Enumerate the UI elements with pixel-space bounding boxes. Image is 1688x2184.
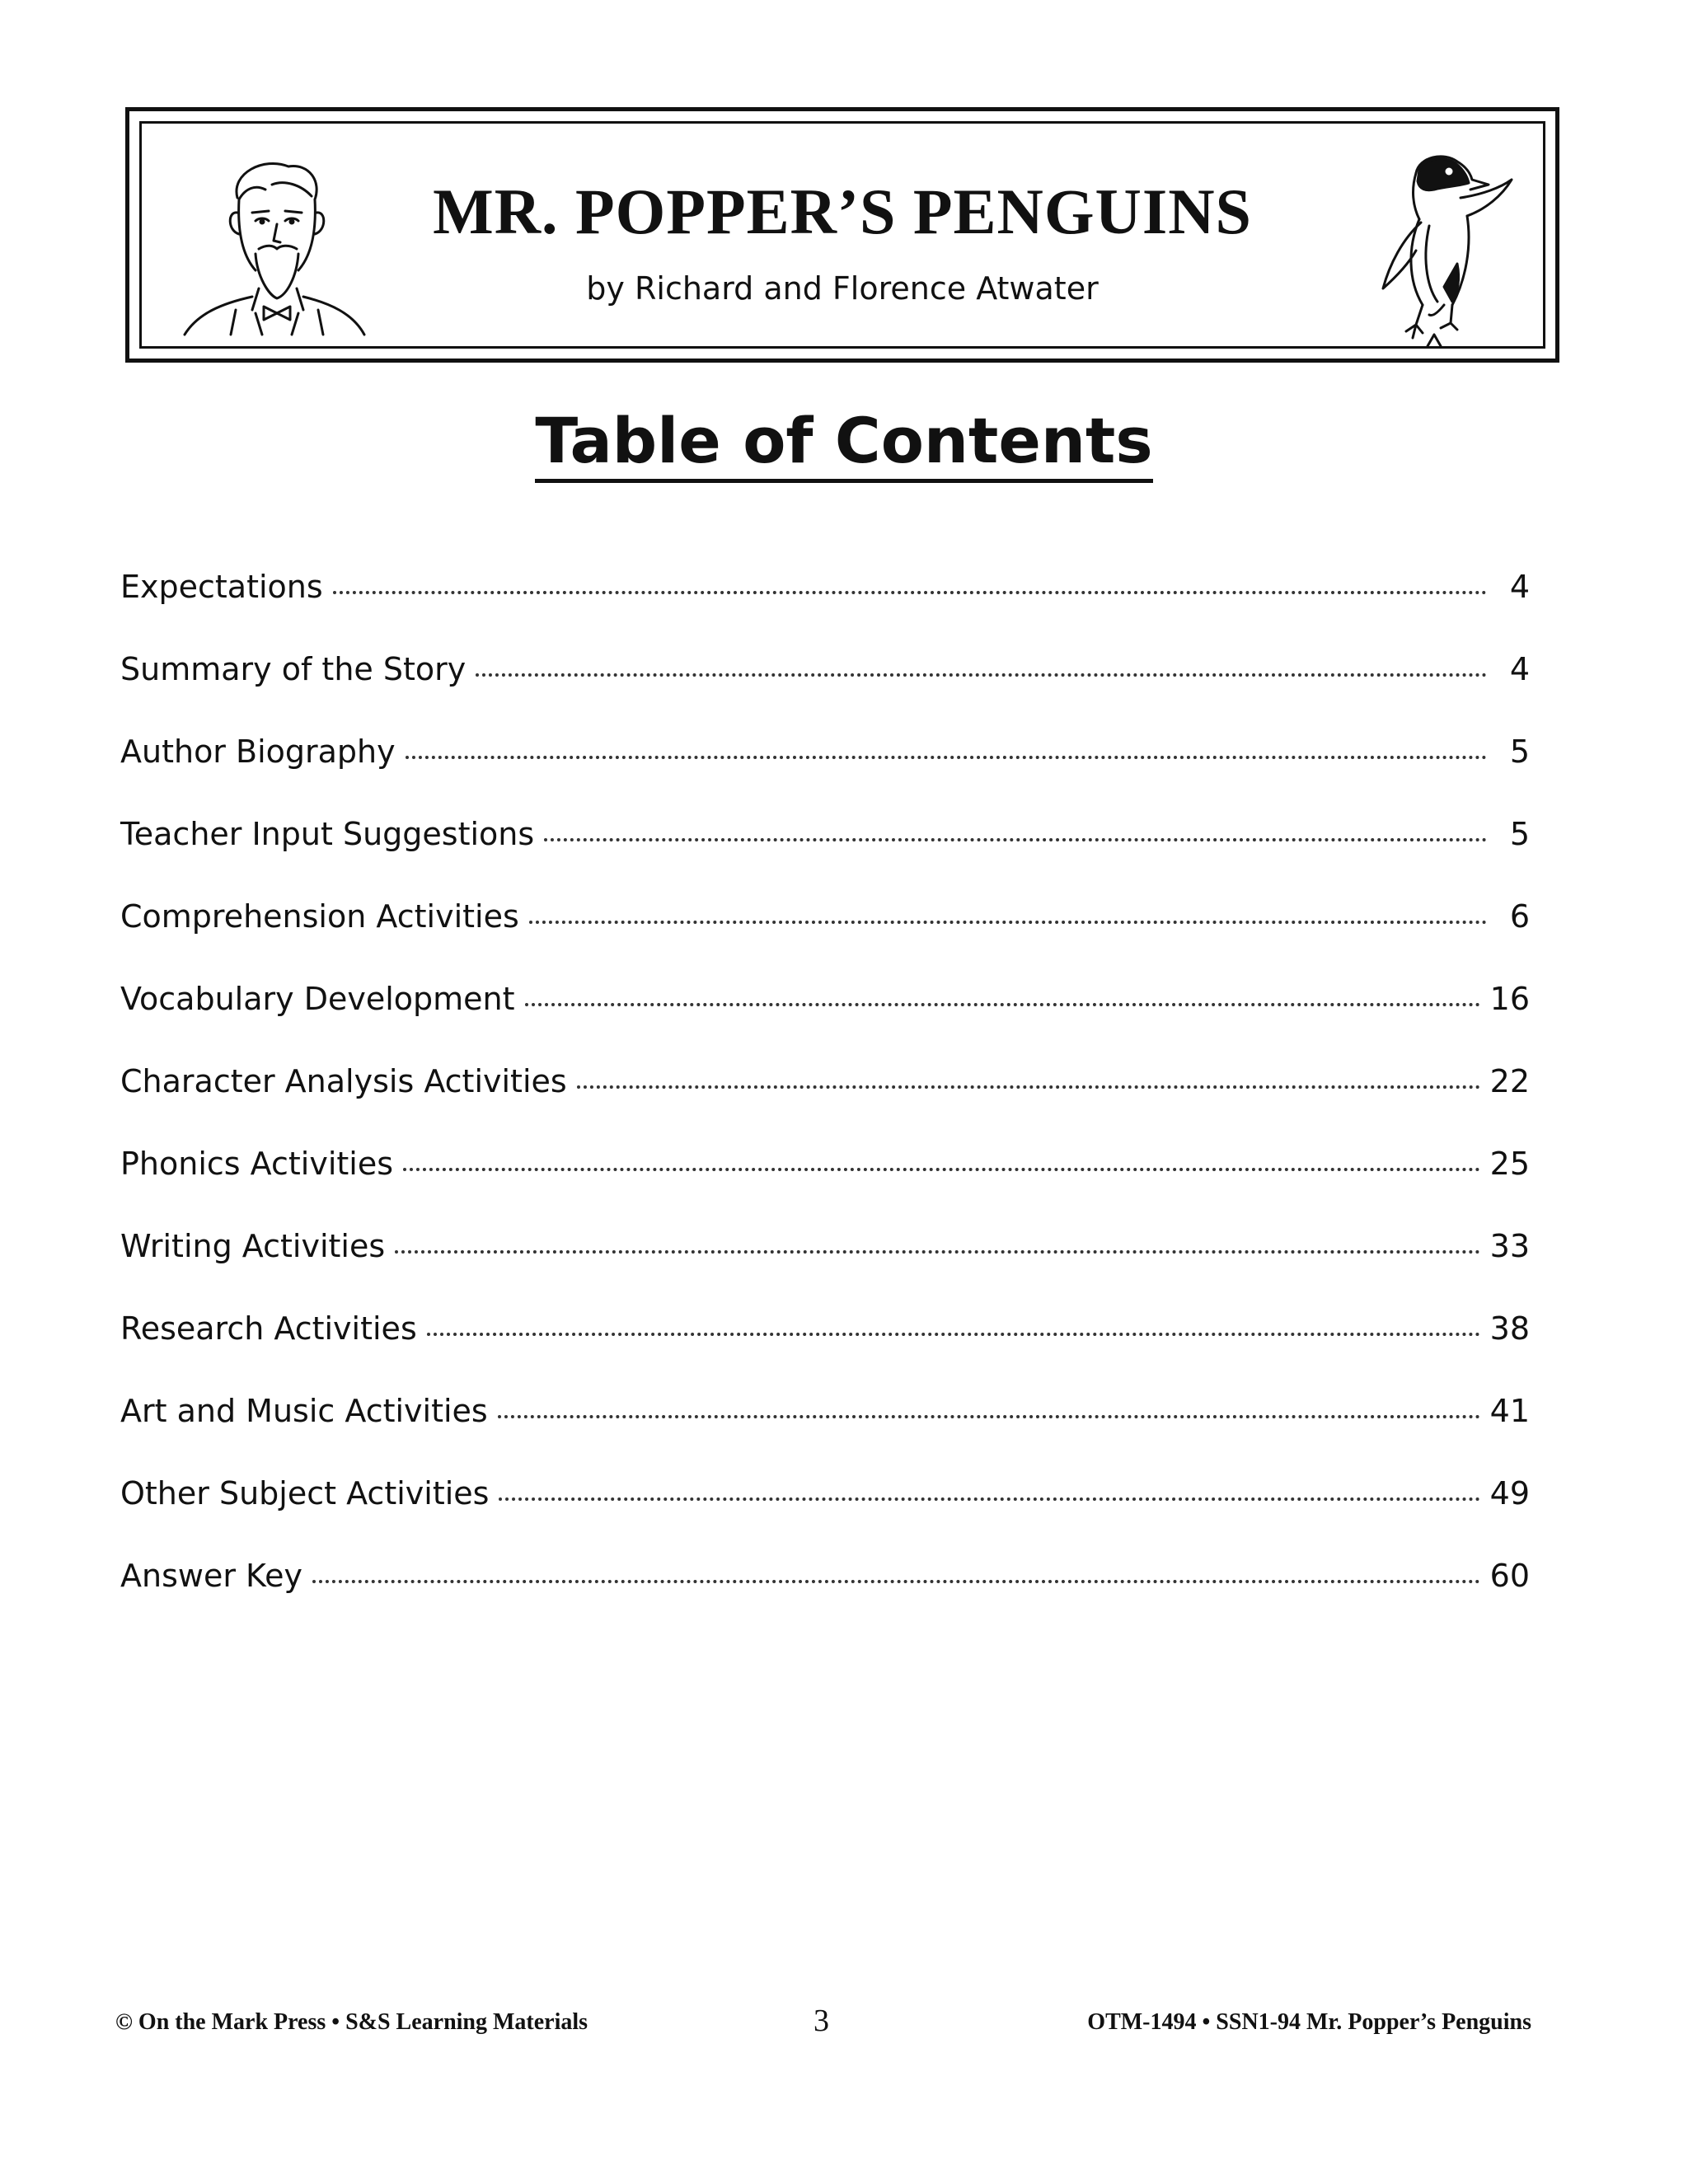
toc-dot-leader	[544, 838, 1487, 841]
toc-entry-page: 49	[1489, 1475, 1530, 1511]
book-authors: by Richard and Florence Atwater	[586, 270, 1099, 307]
toc-dot-leader	[498, 1415, 1480, 1418]
toc-entry-page: 41	[1489, 1393, 1530, 1429]
toc-entry-label: Teacher Input Suggestions	[120, 816, 535, 852]
toc-entry-label: Answer Key	[120, 1558, 302, 1594]
toc-entry-label: Author Biography	[120, 733, 396, 770]
toc-entry-phonics-activities	[120, 1146, 1530, 1228]
title-banner	[125, 107, 1559, 363]
toc-entry-label: Vocabulary Development	[120, 981, 515, 1017]
toc-entry-character-analysis-activities	[120, 1063, 1530, 1146]
toc-entry-label: Expectations	[120, 569, 323, 605]
toc-entry-art-and-music-activities	[120, 1393, 1530, 1475]
toc-entry-label: Summary of the Story	[120, 651, 467, 687]
toc-entry-page: 16	[1489, 981, 1530, 1017]
toc-entry-page: 6	[1509, 898, 1530, 935]
toc-entry-label: Art and Music Activities	[120, 1393, 488, 1429]
toc-entry-page: 4	[1509, 651, 1530, 687]
toc-dot-leader	[333, 591, 1487, 594]
penguin-icon	[1337, 140, 1518, 354]
toc-entry-label: Research Activities	[120, 1310, 417, 1347]
footer-product-code: OTM-1494 • SSN1-94 Mr. Popper’s Penguins	[1087, 2009, 1531, 2035]
toc-entry-author-biography	[120, 733, 1530, 816]
toc-dot-leader	[476, 673, 1487, 677]
toc-entry-expectations	[120, 569, 1530, 651]
toc-entry-page: 60	[1489, 1558, 1530, 1594]
toc-entry-page: 5	[1509, 733, 1530, 770]
toc-entry-page: 22	[1489, 1063, 1530, 1099]
toc-dot-leader	[427, 1333, 1480, 1336]
toc-heading	[0, 404, 1688, 477]
toc-entry-page: 5	[1509, 816, 1530, 852]
toc-entry-writing-activities	[120, 1228, 1530, 1310]
toc-entry-page: 4	[1509, 569, 1530, 605]
toc-entry-vocabulary-development	[120, 981, 1530, 1063]
toc-dot-leader	[577, 1085, 1480, 1089]
toc-dot-leader	[529, 921, 1487, 924]
toc-entry-page: 38	[1489, 1310, 1530, 1347]
toc-entry-page: 25	[1489, 1146, 1530, 1182]
toc-entry-label: Phonics Activities	[120, 1146, 394, 1182]
toc-heading-text: Table of Contents	[535, 404, 1152, 483]
toc-entry-label: Character Analysis Activities	[120, 1063, 567, 1099]
toc-entry-answer-key	[120, 1558, 1530, 1640]
toc-dot-leader	[312, 1580, 1480, 1583]
toc-entry-label: Writing Activities	[120, 1228, 386, 1264]
toc-dot-leader	[406, 756, 1487, 759]
banner-inner-border	[139, 121, 1545, 349]
toc-dot-leader	[395, 1250, 1479, 1254]
footer-page-number: 3	[814, 2004, 829, 2038]
toc-dot-leader	[403, 1168, 1480, 1171]
toc-entry-label: Comprehension Activities	[120, 898, 519, 935]
footer-publisher: © On the Mark Press • S&S Learning Materials	[115, 2009, 588, 2035]
toc-entry-research-activities	[120, 1310, 1530, 1393]
toc-dot-leader	[525, 1003, 1480, 1006]
toc-entry-other-subject-activities	[120, 1475, 1530, 1558]
toc-entry-comprehension-activities	[120, 898, 1530, 981]
toc-entry-summary-of-the-story	[120, 651, 1530, 733]
toc-entry-teacher-input-suggestions	[120, 816, 1530, 898]
toc-entry-page: 33	[1489, 1228, 1530, 1264]
book-title: MR. POPPER’S PENGUINS	[433, 176, 1252, 247]
toc-list	[120, 569, 1530, 1640]
toc-dot-leader	[499, 1497, 1479, 1501]
toc-entry-label: Other Subject Activities	[120, 1475, 490, 1511]
